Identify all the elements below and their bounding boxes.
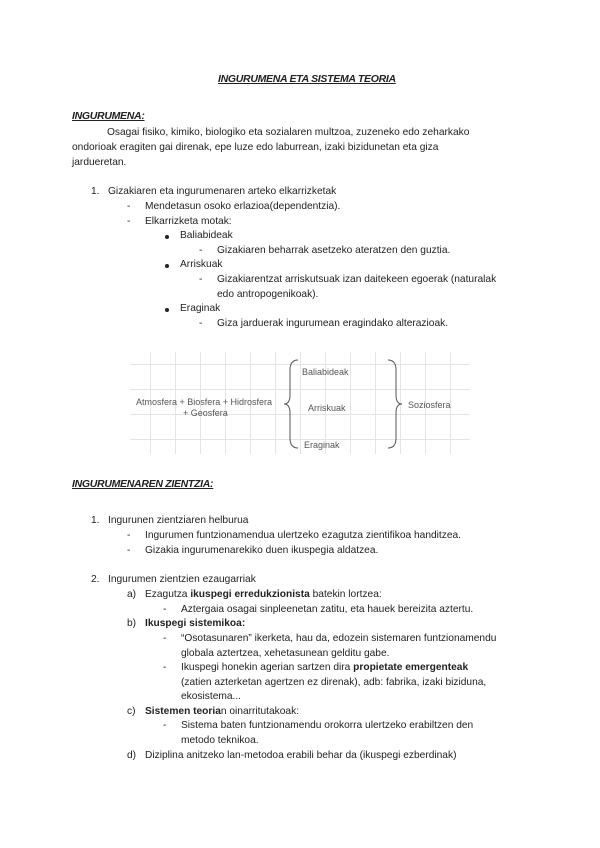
letter-label: c) [127,706,136,717]
list-item: Ikuspegi honekin agerian sartzen dira propietate emergenteak [181,662,469,673]
dash-marker: - [127,216,131,227]
dash-marker: - [199,274,203,285]
dash-marker: - [163,604,167,615]
diagram-middle-item: Baliabideak [302,367,349,377]
list-item-title: Ingurunen zientziaren helburua [108,515,249,526]
left-brace-icon [284,360,298,448]
list-item-title: Gizakiaren eta ingurumenaren arteko elkarrizketak [108,186,337,197]
list-item: ekosistema... [181,691,242,702]
diagram-middle-item: Eraginak [304,440,340,450]
diagram-left-line2: + Geosfera [183,408,228,418]
list-item: metodo teknikoa. [181,735,259,746]
dash-marker: - [199,245,203,256]
type-desc: Gizakiaren beharrak asetzeko ateratzen den guztia. [217,245,451,256]
list-item: Ingurumen funtzionamendua ulertzeko ezagutza zientifikoa handitzea. [145,530,462,541]
dash-marker: - [127,545,131,556]
bullet-icon [165,235,169,239]
dash-marker: - [163,662,167,673]
list-item-b: Ikuspegi sistemikoa: [145,618,246,629]
dash-marker: - [127,530,131,541]
section-heading-ingurumena: INGURUMENA: [72,110,145,122]
list-item-c: Sistemen teorian oinarritutakoak: [145,706,300,717]
dash-marker: - [127,201,131,212]
list-item: “Osotasunaren” ikerketa, hau da, edozein sistemaren funtzionamendu [181,633,497,644]
type-name: Arriskuak [180,259,223,270]
dash-marker: - [163,720,167,731]
list-item: Elkarrizketa motak: [145,216,232,227]
dash-marker: - [199,318,203,329]
list-number: 1. [91,186,100,197]
letter-label: b) [127,618,137,629]
paragraph-line: ondorioak eragiten gai direnak, epe luze edo laburrean, izaki bizidunetan eta giza [72,142,439,153]
list-number: 1. [91,515,100,526]
list-item: (zatien azterketan agertzen ez direnak), adb: fabrika, izaki biziduna, [181,677,487,688]
list-item-a: Ezagutza ikuspegi erredukzionista batekin lortzea: [145,589,382,600]
type-name: Eraginak [180,303,221,314]
type-desc: Giza jarduerak ingurumean eragindako alterazioak. [217,318,449,329]
list-item-d: Diziplina anitzeko lan-metodoa erabili behar da (ikuspegi ezberdinak) [145,750,457,761]
diagram [130,352,470,454]
section-heading-zientzia: INGURUMENAREN ZIENTZIA: [72,478,214,490]
type-name: Baliabideak [180,230,233,241]
list-item: Mendetasun osoko erlazioa(dependentzia). [145,201,341,212]
list-item: Aztergaia osagai sinpleenetan zatitu, eta hauek bereizita aztertu. [181,604,474,615]
list-item-title: Ingurumen zientzien ezaugarriak [108,574,256,585]
bullet-icon [165,308,169,312]
list-number: 2. [91,574,100,585]
page-title: INGURUMENA ETA SISTEMA TEORIA [218,73,396,85]
letter-label: d) [127,750,137,761]
list-item: globala aztertzea, xehetasunean gelditu gabe. [181,648,390,659]
list-item: Gizakia ingurumenarekiko duen ikuspegia aldatzea. [145,545,379,556]
right-brace-icon [388,360,402,448]
list-item: Sistema baten funtzionamendu orokorra ulertzeko erabiltzen den [181,720,474,731]
diagram-middle-item: Arriskuak [308,403,346,413]
paragraph-line: Osagai fisiko, kimiko, biologiko eta sozialaren multzoa, zuzeneko edo zeharkako [107,127,470,138]
type-desc: edo antropogenikoak). [217,289,319,300]
letter-label: a) [127,589,137,600]
dash-marker: - [163,633,167,644]
bullet-icon [165,264,169,268]
diagram-right: Soziosfera [408,400,451,410]
paragraph-line: jardueretan. [72,157,127,168]
diagram-left-line1: Atmosfera + Biosfera + Hidrosfera [136,397,273,407]
type-desc: Gizakiarentzat arriskutsuak izan daitekeen egoerak (naturalak [217,274,497,285]
